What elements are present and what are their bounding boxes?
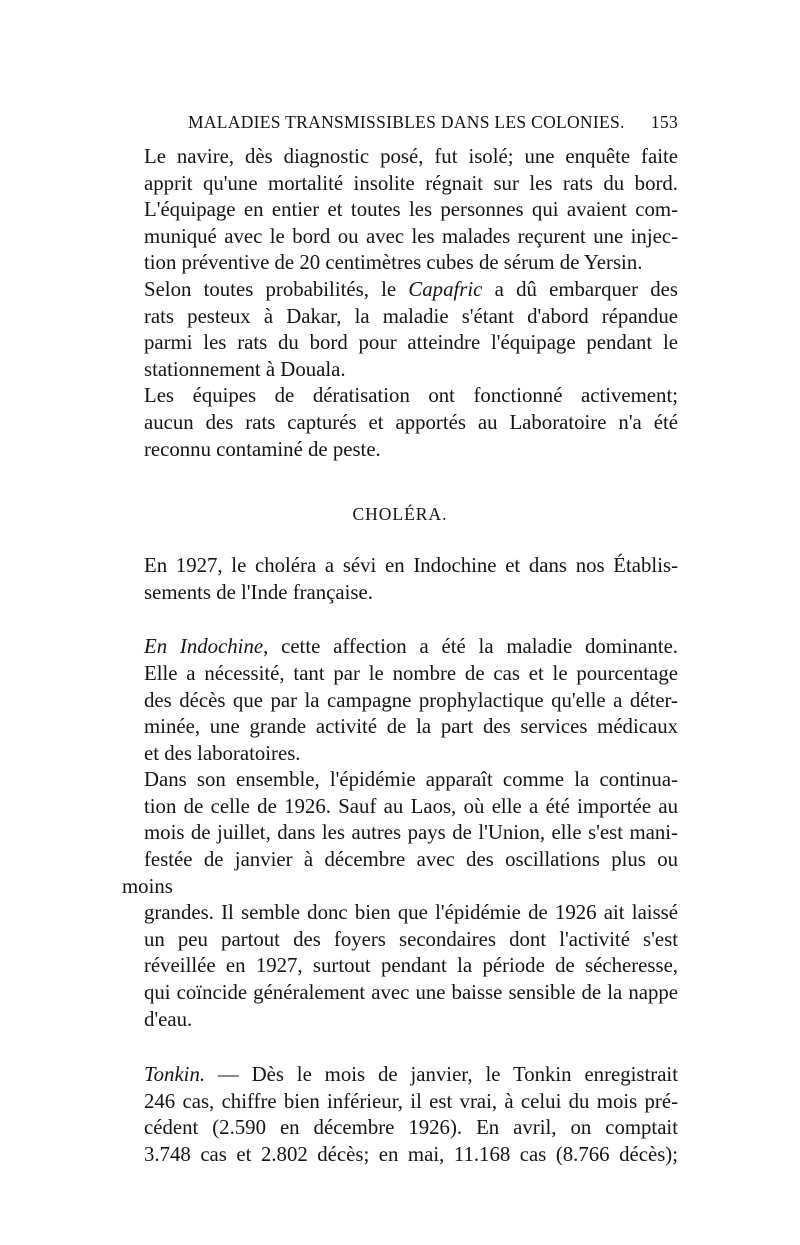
text-line: Les équipes de dératisation ont fonctionné activement; <box>144 384 678 408</box>
text-line: un peu partout des foyers secondaires dont l'activité s'est <box>144 927 678 951</box>
text-segment: , cette affection a été la maladie dominante. <box>263 635 678 659</box>
text-line <box>122 634 678 661</box>
text-line: En 1927, le choléra a sévi en Indochine et dans nos Établis- <box>144 554 678 578</box>
text-segment: Selon toutes probabilités, le <box>144 277 409 301</box>
book-page <box>122 112 678 1169</box>
text-line: muniqué avec le bord ou avec les malades reçurent une injec- <box>144 224 678 248</box>
paragraph-capafric <box>122 277 678 383</box>
text-line: L'équipage en entier et toutes les personnes qui avaient com- <box>144 198 678 222</box>
running-title: MALADIES TRANSMISSIBLES DANS LES COLONIES. <box>188 112 625 132</box>
text-line: sements de l'Inde française. <box>144 580 373 604</box>
text-line: rats pesteux à Dakar, la maladie s'étant d'abord répandue <box>144 304 678 328</box>
page-number: 153 <box>650 112 678 132</box>
text-line: stationnement à Douala. <box>144 357 346 381</box>
text-line: tion de celle de 1926. Sauf au Laos, où elle a été importée au <box>144 794 678 818</box>
running-head <box>122 112 678 144</box>
text-line: 246 cas, chiffre bien inférieur, il est vrai, à celui du mois pré- <box>144 1089 678 1113</box>
text-line: grandes. Il semble donc bien que l'épidémie de 1926 ait laissé <box>144 901 678 925</box>
paragraph-ship-isolation <box>122 144 678 277</box>
text-line: réveillée en 1927, surtout pendant la période de sécheresse, <box>144 954 678 978</box>
text-line: et des laboratoires. <box>144 741 301 765</box>
text-line: mois de juillet, dans les autres pays de l'Union, elle s'est mani- <box>144 821 678 845</box>
text-line: des décès que par la campagne prophylactique qu'elle a déter- <box>144 688 678 712</box>
text-line: parmi les rats du bord pour atteindre l'équipage pendant le <box>144 331 678 355</box>
text-line: Dans son ensemble, l'épidémie apparaît comme la continua- <box>144 768 678 792</box>
ship-name: Capafric <box>408 277 483 301</box>
text-line: d'eau. <box>144 1007 193 1031</box>
text-line: apprit qu'une mortalité insolite régnait sur les rats du bord. <box>144 171 678 195</box>
text-line: tion préventive de 20 centimètres cubes de sérum de Yersin. <box>144 251 643 275</box>
text-line <box>122 1062 678 1089</box>
text-line: Elle a nécessité, tant par le nombre de cas et le pourcentage <box>144 661 678 685</box>
text-line: minée, une grande activité de la part des services médicaux <box>144 715 678 739</box>
paragraph-deratisation <box>122 383 678 463</box>
text-line: aucun des rats capturés et apportés au Laboratoire n'a été <box>144 410 678 434</box>
section-heading: CHOLÉRA. <box>352 504 448 525</box>
paragraph-indochine <box>122 634 678 767</box>
text-line: qui coïncide généralement avec une baisse sensible de la nappe <box>144 981 678 1005</box>
text-segment: — Dès le mois de janvier, le Tonkin enregistrait <box>205 1063 678 1087</box>
paragraph-cholera-intro <box>122 553 678 606</box>
text-line: 3.748 cas et 2.802 décès; en mai, 11.168 cas (8.766 décès); <box>144 1143 678 1166</box>
paragraph-tonkin <box>122 1062 678 1168</box>
paragraph-epidemic-overview <box>122 767 678 1033</box>
text-line: reconnu contaminé de peste. <box>144 437 381 461</box>
text-line <box>122 277 678 304</box>
text-line: Le navire, dès diagnostic posé, fut isolé; une enquête faite <box>144 145 678 168</box>
text-segment: a dû embarquer des <box>482 277 678 301</box>
text-line: cédent (2.590 en décembre 1926). En avril, on comptait <box>144 1116 678 1140</box>
text-line: festée de janvier à décembre avec des oscillations plus ou moins <box>122 848 678 898</box>
region-name: Tonkin. <box>144 1063 206 1087</box>
region-name: En Indochine <box>144 635 264 659</box>
